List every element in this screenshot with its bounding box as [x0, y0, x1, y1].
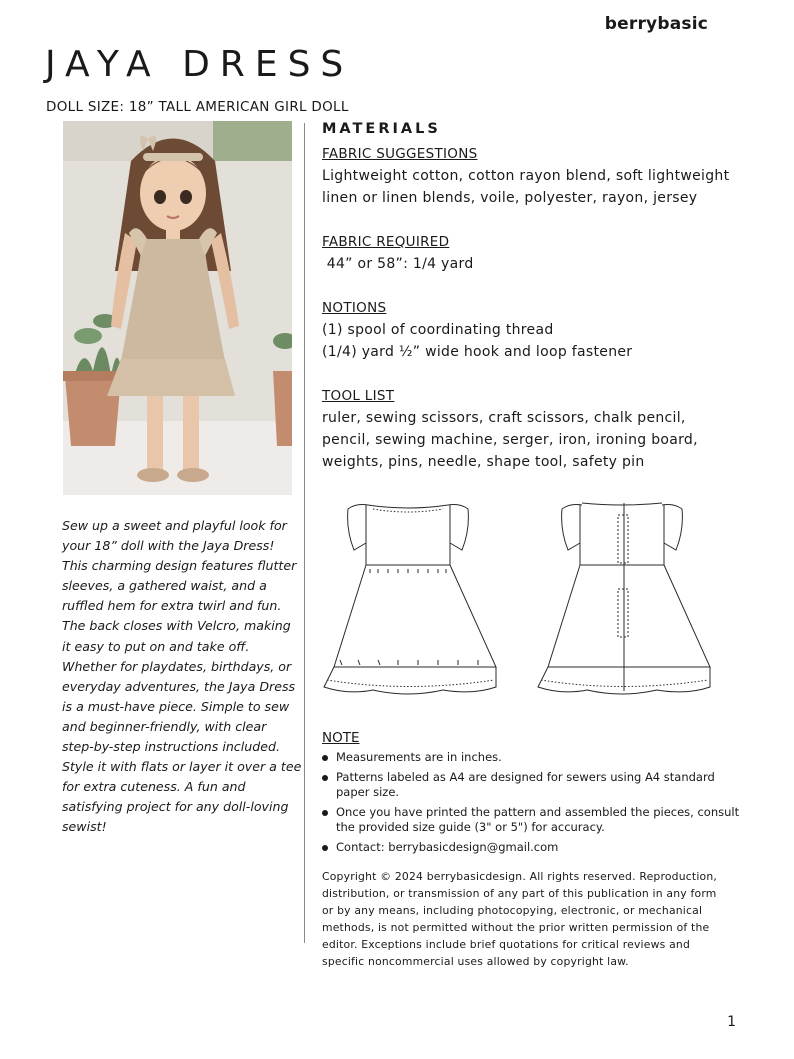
note-text: Measurements are in inches.	[336, 750, 502, 764]
materials-section	[322, 121, 742, 495]
text-line: (1/4) yard ½” wide hook and loop fastener	[322, 344, 633, 360]
note-item	[322, 750, 742, 765]
tool-list-heading: TOOL LIST	[322, 388, 395, 404]
fabric-suggestions-heading: FABRIC SUGGESTIONS	[322, 146, 478, 162]
fabric-required-text	[322, 253, 742, 275]
doll-size-subtitle: DOLL SIZE: 18” TALL AMERICAN GIRL DOLL	[46, 99, 349, 115]
note-section	[322, 730, 742, 860]
note-item	[322, 805, 742, 835]
note-item	[322, 770, 742, 800]
bullet-icon	[322, 845, 328, 851]
front-view-sketch	[324, 505, 496, 695]
note-heading: NOTE	[322, 730, 360, 746]
text-line: 44” or 58”: 1/4 yard	[322, 256, 474, 272]
text-line: Lightweight cotton, cotton rayon blend, soft lightweight	[322, 168, 730, 184]
tool-list-text	[322, 407, 742, 473]
materials-heading: MATERIALS	[322, 121, 441, 137]
doll-photo	[63, 121, 292, 495]
page-title: JAYA DRESS	[45, 44, 354, 85]
note-text: Contact: berrybasicdesign@gmail.com	[336, 840, 559, 854]
back-view-sketch	[538, 503, 710, 694]
text-line: weights, pins, needle, shape tool, safety pin	[322, 454, 645, 470]
brand-logo: berrybasic	[604, 14, 708, 34]
note-item	[322, 840, 742, 855]
text-line: ruler, sewing scissors, craft scissors, chalk pencil,	[322, 410, 686, 426]
page-number: 1	[727, 1014, 736, 1030]
notions-heading: NOTIONS	[322, 300, 387, 316]
notions-text	[322, 319, 742, 363]
fabric-required-heading: FABRIC REQUIRED	[322, 234, 450, 250]
fabric-suggestions-text	[322, 165, 742, 209]
dress-technical-sketches	[318, 495, 718, 715]
note-text: Once you have printed the pattern and assembled the pieces, consult the provided size guide (3" or 5") for accuracy.	[336, 805, 740, 834]
bullet-icon	[322, 755, 328, 761]
note-text: Patterns labeled as A4 are designed for sewers using A4 standard paper size.	[336, 770, 715, 799]
text-line: (1) spool of coordinating thread	[322, 322, 554, 338]
text-line: pencil, sewing machine, serger, iron, ironing board,	[322, 432, 698, 448]
note-list	[322, 750, 742, 855]
bullet-icon	[322, 775, 328, 781]
text-line: linen or linen blends, voile, polyester, rayon, jersey	[322, 190, 698, 206]
pattern-description: Sew up a sweet and playful look for your 18” doll with the Jaya Dress! This charming design features flutter sleeves, a gathered waist, and a ruffled hem for extra twirl and fun. The back closes with Velcro, making it easy to put on and take off. Whether for playdates, birthdays, or everyday adventures, the Jaya Dress is a must-have piece. Simple to sew and beginner-friendly, with clear step-by-step instructions included. Style it with flats or layer it over a tee for extra cuteness. A fun and satisfying project for any doll-loving sewist!	[62, 518, 302, 835]
column-divider	[304, 123, 305, 943]
copyright-notice: Copyright © 2024 berrybasicdesign. All rights reserved. Reproduction, distribution, or transmission of any part of this publication in any form or by any means, including photocopying, electronic, or mechanical methods, is not permitted without the prior written permission of the editor. Exceptions include brief quotations for critical reviews and specific noncommercial uses allowed by copyright law.	[322, 870, 718, 968]
bullet-icon	[322, 810, 328, 816]
